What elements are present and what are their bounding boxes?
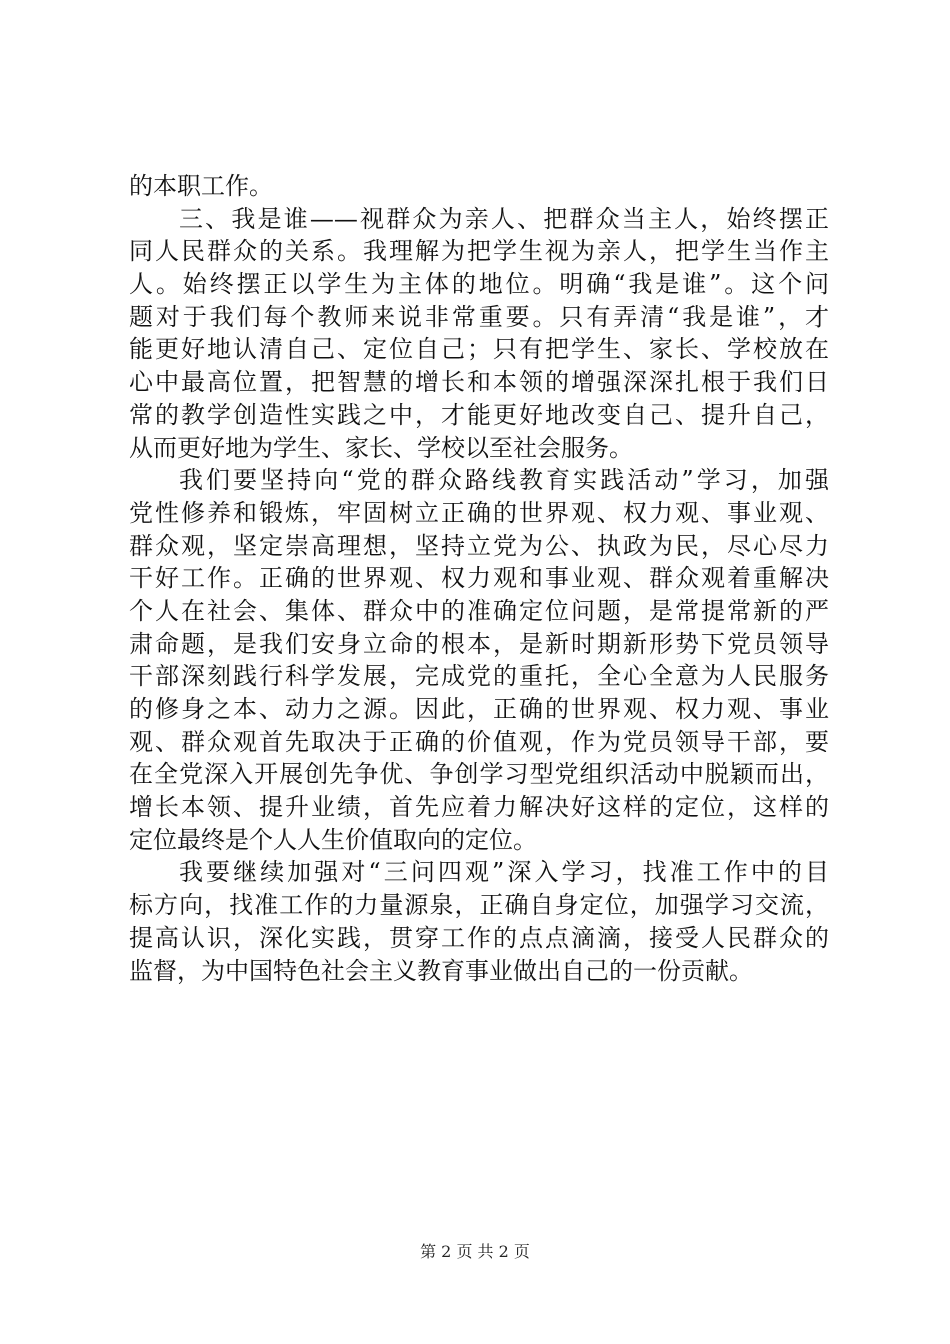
- text-line: 我要继续加强对“三问四观”深入学习，找准工作中的目: [179, 858, 829, 887]
- text-line: 个人在社会、集体、群众中的准确定位问题，是常提常新的严: [129, 596, 829, 625]
- text-line: 肃命题，是我们安身立命的根本，是新时期新形势下党员领导: [129, 629, 829, 658]
- text-line: 增长本领、提升业绩，首先应着力解决好这样的定位，这样的: [129, 793, 829, 822]
- text-line: 从而更好地为学生、家长、学校以至社会服务。: [129, 433, 633, 462]
- text-line: 题对于我们每个教师来说非常重要。只有弄清“我是谁”，才: [129, 302, 829, 331]
- text-line: 三、我是谁——视群众为亲人、把群众当主人，始终摆正: [179, 204, 829, 233]
- text-line: 能更好地认清自己、定位自己；只有把学生、家长、学校放在: [129, 335, 829, 364]
- text-line: 提高认识，深化实践，贯穿工作的点点滴滴，接受人民群众的: [129, 923, 829, 952]
- text-line: 人。始终摆正以学生为主体的地位。明确“我是谁”。这个问: [129, 270, 829, 299]
- text-line: 干好工作。正确的世界观、权力观和事业观、群众观着重解决: [129, 564, 829, 593]
- text-line: 常的教学创造性实践之中，才能更好地改变自己、提升自己，: [129, 400, 829, 429]
- text-line: 干部深刻践行科学发展，完成党的重托，全心全意为人民服务: [129, 662, 829, 691]
- text-line: 我们要坚持向“党的群众路线教育实践活动”学习，加强: [179, 466, 829, 495]
- page-number-footer: 第 2 页 共 2 页: [420, 1242, 530, 1261]
- text-line: 监督，为中国特色社会主义教育事业做出自己的一份贡献。: [129, 956, 753, 985]
- text-line: 党性修养和锻炼，牢固树立正确的世界观、权力观、事业观、: [129, 498, 829, 527]
- text-line: 群众观，坚定崇高理想，坚持立党为公、执政为民，尽心尽力: [129, 531, 829, 560]
- document-body: [129, 170, 829, 987]
- text-line: 在全党深入开展创先争优、争创学习型党组织活动中脱颖而出，: [129, 760, 829, 789]
- text-line: 心中最高位置，把智慧的增长和本领的增强深深扎根于我们日: [129, 368, 829, 397]
- text-line: 的本职工作。: [129, 172, 273, 200]
- text-line: 同人民群众的关系。我理解为把学生视为亲人，把学生当作主: [129, 237, 829, 266]
- text-line: 的修身之本、动力之源。因此，正确的世界观、权力观、事业: [129, 695, 829, 723]
- text-line: 定位最终是个人人生价值取向的定位。: [129, 825, 537, 854]
- text-line: 标方向，找准工作的力量源泉，正确自身定位，加强学习交流，: [129, 891, 829, 920]
- text-line: 观、群众观首先取决于正确的价值观，作为党员领导干部，要: [129, 727, 829, 756]
